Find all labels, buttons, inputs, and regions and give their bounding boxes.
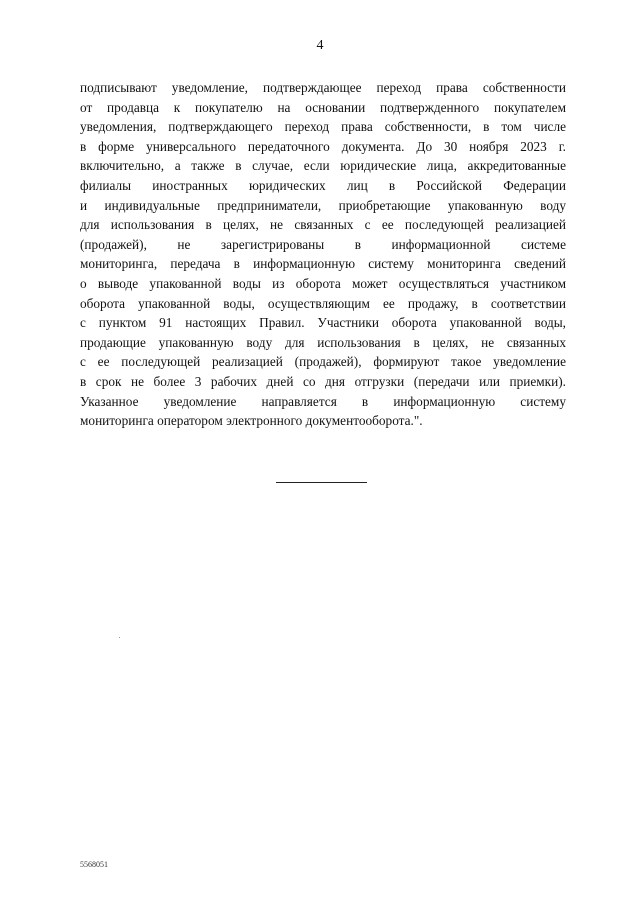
text-line: в форме универсального передаточного документа. До 30 ноября 2023 г. <box>80 138 566 154</box>
text-line: Указанное уведомление направляется в информационную систему <box>80 393 566 409</box>
text-line: продающие упакованную воду для использования в целях, не связанных <box>80 334 566 350</box>
body-text <box>80 78 566 431</box>
text-line: с пунктом 91 настоящих Правил. Участники оборота упакованной воды, <box>80 315 566 331</box>
page-number: 4 <box>316 38 324 53</box>
text-line-last: мониторинга оператором электронного документооборота.". <box>80 413 423 429</box>
text-line: от продавца к покупателю на основании подтвержденного покупателем <box>80 99 566 115</box>
separator-line <box>276 482 367 483</box>
text-line: в срок не более 3 рабочих дней со дня отгрузки (передачи или приемки). <box>80 373 566 389</box>
text-line: о выводе упакованной воды из оборота может осуществляться участником <box>80 275 566 291</box>
text-line: с ее последующей реализацией (продажей), формируют такое уведомление <box>80 354 566 370</box>
text-line: и индивидуальные предприниматели, приобретающие упакованную воду <box>80 197 566 213</box>
text-line: включительно, а также в случае, если юридические лица, аккредитованные <box>80 158 566 174</box>
text-line: для использования в целях, не связанных с ее последующей реализацией <box>80 217 566 233</box>
text-line: оборота упакованной воды, осуществляющим ее продажу, в соответствии <box>80 295 566 311</box>
text-line: подписывают уведомление, подтверждающее переход права собственности <box>80 80 566 95</box>
document-code: 5568051 <box>80 860 108 869</box>
scan-speck <box>119 637 120 638</box>
text-line: мониторинга, передача в информационную систему мониторинга сведений <box>80 256 566 272</box>
text-line: (продажей), не зарегистрированы в информационной системе <box>80 236 566 252</box>
text-line: филиалы иностранных юридических лиц в Российской Федерации <box>80 177 566 193</box>
text-line: уведомления, подтверждающего переход права собственности, в том числе <box>80 119 566 135</box>
